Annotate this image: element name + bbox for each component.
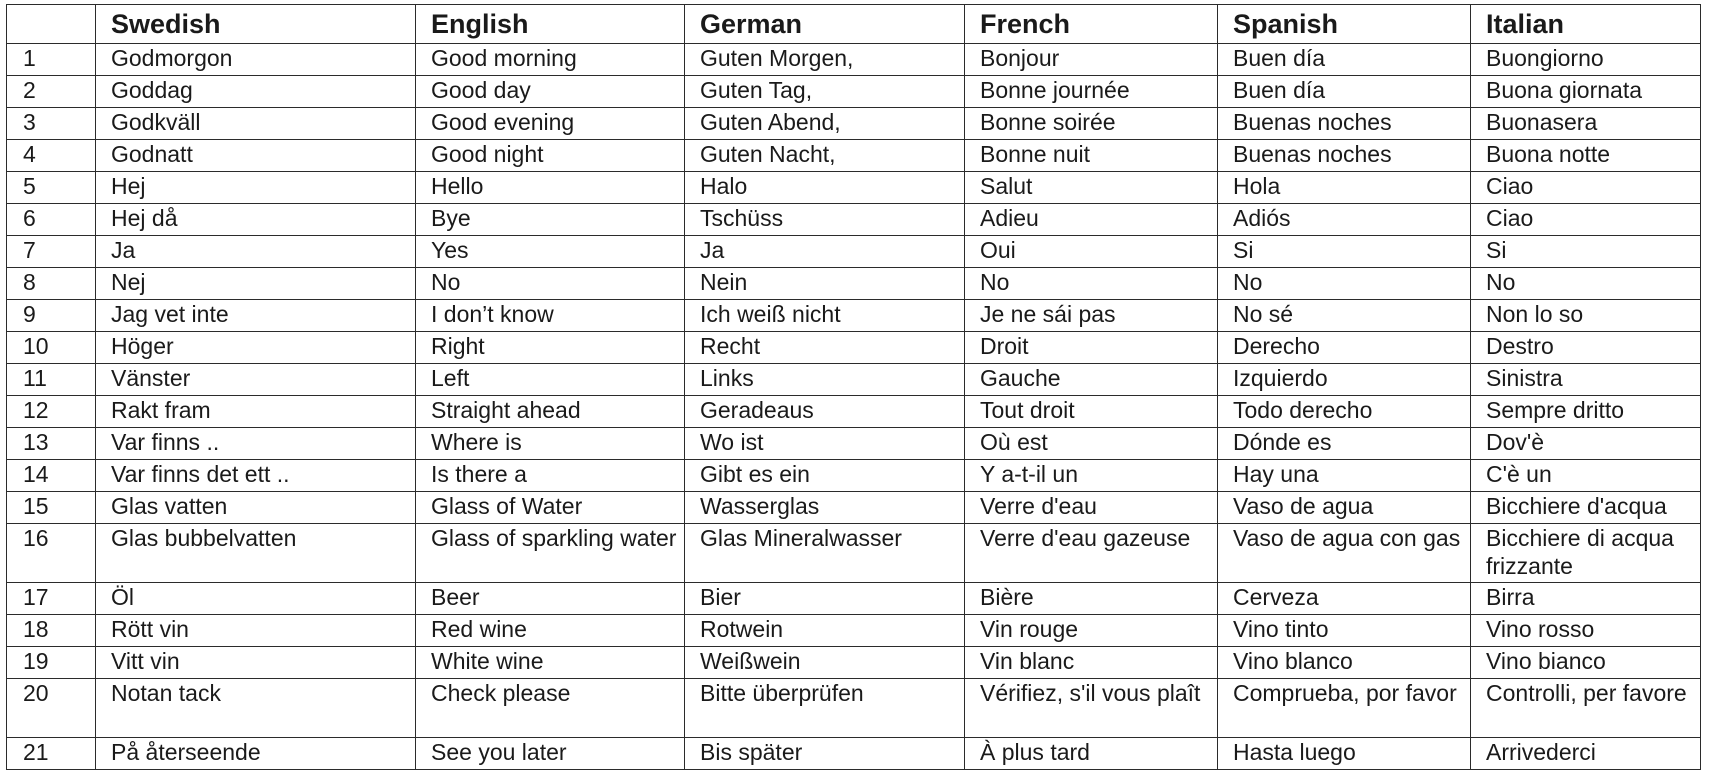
cell-spanish: Vino blanco	[1218, 647, 1471, 679]
cell-german: Bitte überprüfen	[685, 679, 965, 738]
cell-spanish: Todo derecho	[1218, 396, 1471, 428]
cell-spanish: Si	[1218, 236, 1471, 268]
table-row	[7, 647, 1701, 679]
table-row	[7, 140, 1701, 172]
row-number-cell: 10	[7, 332, 96, 364]
row-number-cell: 9	[7, 300, 96, 332]
cell-french: Vin blanc	[965, 647, 1218, 679]
cell-english: Is there a	[416, 460, 685, 492]
cell-italian: Vino rosso	[1471, 615, 1701, 647]
column-header-german: German	[685, 5, 965, 44]
table-body	[7, 44, 1701, 770]
cell-french: Droit	[965, 332, 1218, 364]
cell-spanish: Comprueba, por favor	[1218, 679, 1471, 738]
cell-german: Guten Morgen,	[685, 44, 965, 76]
cell-german: Nein	[685, 268, 965, 300]
cell-italian: C'è un	[1471, 460, 1701, 492]
row-number-cell: 6	[7, 204, 96, 236]
cell-german: Guten Tag,	[685, 76, 965, 108]
table-row	[7, 460, 1701, 492]
table-row	[7, 236, 1701, 268]
cell-spanish: Vaso de agua con gas	[1218, 524, 1471, 583]
table-row	[7, 396, 1701, 428]
table-row	[7, 76, 1701, 108]
cell-german: Links	[685, 364, 965, 396]
cell-german: Tschüss	[685, 204, 965, 236]
cell-spanish: Cerveza	[1218, 583, 1471, 615]
header-row	[7, 5, 1701, 44]
phrase-translation-table	[6, 4, 1701, 770]
column-header-row-number	[7, 5, 96, 44]
table-row	[7, 524, 1701, 583]
row-number-cell: 4	[7, 140, 96, 172]
row-number-cell: 2	[7, 76, 96, 108]
cell-italian: Si	[1471, 236, 1701, 268]
table-row	[7, 615, 1701, 647]
cell-english: Left	[416, 364, 685, 396]
table-row	[7, 364, 1701, 396]
table-row	[7, 108, 1701, 140]
cell-swedish: Hej	[96, 172, 416, 204]
cell-swedish: Hej då	[96, 204, 416, 236]
cell-english: Glass of sparkling water	[416, 524, 685, 583]
cell-french: Adieu	[965, 204, 1218, 236]
cell-english: White wine	[416, 647, 685, 679]
cell-french: Je ne sái pas	[965, 300, 1218, 332]
cell-swedish: Glas bubbelvatten	[96, 524, 416, 583]
cell-german: Ja	[685, 236, 965, 268]
cell-english: No	[416, 268, 685, 300]
cell-french: Oui	[965, 236, 1218, 268]
cell-german: Bis später	[685, 738, 965, 770]
cell-english: Good morning	[416, 44, 685, 76]
row-number-cell: 12	[7, 396, 96, 428]
cell-italian: Bicchiere di acqua frizzante	[1471, 524, 1701, 583]
cell-spanish: Buen día	[1218, 44, 1471, 76]
row-number-cell: 14	[7, 460, 96, 492]
cell-french: Salut	[965, 172, 1218, 204]
cell-french: Verre d'eau	[965, 492, 1218, 524]
cell-swedish: Notan tack	[96, 679, 416, 738]
column-header-english: English	[416, 5, 685, 44]
row-number-cell: 15	[7, 492, 96, 524]
table-row	[7, 44, 1701, 76]
cell-spanish: Vino tinto	[1218, 615, 1471, 647]
cell-french: À plus tard	[965, 738, 1218, 770]
cell-spanish: Derecho	[1218, 332, 1471, 364]
cell-german: Weißwein	[685, 647, 965, 679]
cell-spanish: Vaso de agua	[1218, 492, 1471, 524]
cell-german: Guten Nacht,	[685, 140, 965, 172]
cell-french: Où est	[965, 428, 1218, 460]
cell-english: Hello	[416, 172, 685, 204]
cell-italian: Buonasera	[1471, 108, 1701, 140]
cell-spanish: Buen día	[1218, 76, 1471, 108]
table-row	[7, 300, 1701, 332]
cell-swedish: Jag vet inte	[96, 300, 416, 332]
cell-english: Good night	[416, 140, 685, 172]
cell-swedish: Höger	[96, 332, 416, 364]
cell-english: Bye	[416, 204, 685, 236]
column-header-italian: Italian	[1471, 5, 1701, 44]
cell-german: Rotwein	[685, 615, 965, 647]
cell-italian: Buona giornata	[1471, 76, 1701, 108]
cell-french: Gauche	[965, 364, 1218, 396]
row-number-cell: 17	[7, 583, 96, 615]
column-header-spanish: Spanish	[1218, 5, 1471, 44]
cell-german: Glas Mineralwasser	[685, 524, 965, 583]
table-row	[7, 428, 1701, 460]
cell-french: Bière	[965, 583, 1218, 615]
cell-french: Bonne soirée	[965, 108, 1218, 140]
cell-italian: Ciao	[1471, 204, 1701, 236]
cell-german: Geradeaus	[685, 396, 965, 428]
cell-swedish: Rött vin	[96, 615, 416, 647]
cell-italian: Non lo so	[1471, 300, 1701, 332]
cell-spanish: Dónde es	[1218, 428, 1471, 460]
cell-german: Wasserglas	[685, 492, 965, 524]
cell-english: I don’t know	[416, 300, 685, 332]
row-number-cell: 13	[7, 428, 96, 460]
row-number-cell: 1	[7, 44, 96, 76]
cell-spanish: Hasta luego	[1218, 738, 1471, 770]
column-header-french: French	[965, 5, 1218, 44]
cell-italian: Birra	[1471, 583, 1701, 615]
table-row	[7, 679, 1701, 738]
cell-german: Gibt es ein	[685, 460, 965, 492]
cell-english: Beer	[416, 583, 685, 615]
cell-italian: Sinistra	[1471, 364, 1701, 396]
cell-german: Recht	[685, 332, 965, 364]
cell-swedish: Vänster	[96, 364, 416, 396]
table-row	[7, 583, 1701, 615]
cell-spanish: Hola	[1218, 172, 1471, 204]
cell-french: Y a-t-il un	[965, 460, 1218, 492]
cell-italian: Buongiorno	[1471, 44, 1701, 76]
cell-swedish: Godkväll	[96, 108, 416, 140]
cell-english: Good evening	[416, 108, 685, 140]
cell-swedish: Glas vatten	[96, 492, 416, 524]
table-row	[7, 332, 1701, 364]
cell-english: Right	[416, 332, 685, 364]
row-number-cell: 20	[7, 679, 96, 738]
cell-french: Vin rouge	[965, 615, 1218, 647]
row-number-cell: 19	[7, 647, 96, 679]
table-row	[7, 268, 1701, 300]
cell-french: Verre d'eau gazeuse	[965, 524, 1218, 583]
cell-french: Vérifiez, s'il vous plaît	[965, 679, 1218, 738]
cell-swedish: Var finns det ett ..	[96, 460, 416, 492]
cell-german: Wo ist	[685, 428, 965, 460]
row-number-cell: 11	[7, 364, 96, 396]
cell-english: Straight ahead	[416, 396, 685, 428]
cell-german: Ich weiß nicht	[685, 300, 965, 332]
cell-italian: No	[1471, 268, 1701, 300]
table-row	[7, 492, 1701, 524]
cell-french: Bonjour	[965, 44, 1218, 76]
cell-german: Guten Abend,	[685, 108, 965, 140]
cell-swedish: Nej	[96, 268, 416, 300]
cell-spanish: No sé	[1218, 300, 1471, 332]
cell-spanish: Buenas noches	[1218, 108, 1471, 140]
row-number-cell: 7	[7, 236, 96, 268]
table-row	[7, 172, 1701, 204]
cell-italian: Ciao	[1471, 172, 1701, 204]
cell-spanish: No	[1218, 268, 1471, 300]
cell-swedish: Öl	[96, 583, 416, 615]
cell-italian: Bicchiere d'acqua	[1471, 492, 1701, 524]
cell-spanish: Adiós	[1218, 204, 1471, 236]
cell-swedish: Ja	[96, 236, 416, 268]
cell-italian: Buona notte	[1471, 140, 1701, 172]
row-number-cell: 16	[7, 524, 96, 583]
cell-english: Red wine	[416, 615, 685, 647]
cell-french: Bonne nuit	[965, 140, 1218, 172]
cell-french: Bonne journée	[965, 76, 1218, 108]
column-header-swedish: Swedish	[96, 5, 416, 44]
row-number-cell: 21	[7, 738, 96, 770]
row-number-cell: 3	[7, 108, 96, 140]
cell-swedish: Vitt vin	[96, 647, 416, 679]
cell-italian: Sempre dritto	[1471, 396, 1701, 428]
cell-swedish: Goddag	[96, 76, 416, 108]
row-number-cell: 5	[7, 172, 96, 204]
cell-italian: Arrivederci	[1471, 738, 1701, 770]
cell-swedish: På återseende	[96, 738, 416, 770]
cell-swedish: Rakt fram	[96, 396, 416, 428]
cell-english: See you later	[416, 738, 685, 770]
cell-french: Tout droit	[965, 396, 1218, 428]
cell-swedish: Godmorgon	[96, 44, 416, 76]
cell-english: Check please	[416, 679, 685, 738]
cell-swedish: Godnatt	[96, 140, 416, 172]
cell-english: Glass of Water	[416, 492, 685, 524]
cell-english: Yes	[416, 236, 685, 268]
cell-spanish: Izquierdo	[1218, 364, 1471, 396]
row-number-cell: 8	[7, 268, 96, 300]
cell-french: No	[965, 268, 1218, 300]
cell-italian: Dov'è	[1471, 428, 1701, 460]
cell-spanish: Hay una	[1218, 460, 1471, 492]
cell-italian: Vino bianco	[1471, 647, 1701, 679]
cell-spanish: Buenas noches	[1218, 140, 1471, 172]
cell-german: Bier	[685, 583, 965, 615]
cell-italian: Controlli, per favore	[1471, 679, 1701, 738]
table-row	[7, 204, 1701, 236]
cell-english: Good day	[416, 76, 685, 108]
cell-german: Halo	[685, 172, 965, 204]
cell-italian: Destro	[1471, 332, 1701, 364]
cell-english: Where is	[416, 428, 685, 460]
cell-swedish: Var finns ..	[96, 428, 416, 460]
table-row	[7, 738, 1701, 770]
row-number-cell: 18	[7, 615, 96, 647]
